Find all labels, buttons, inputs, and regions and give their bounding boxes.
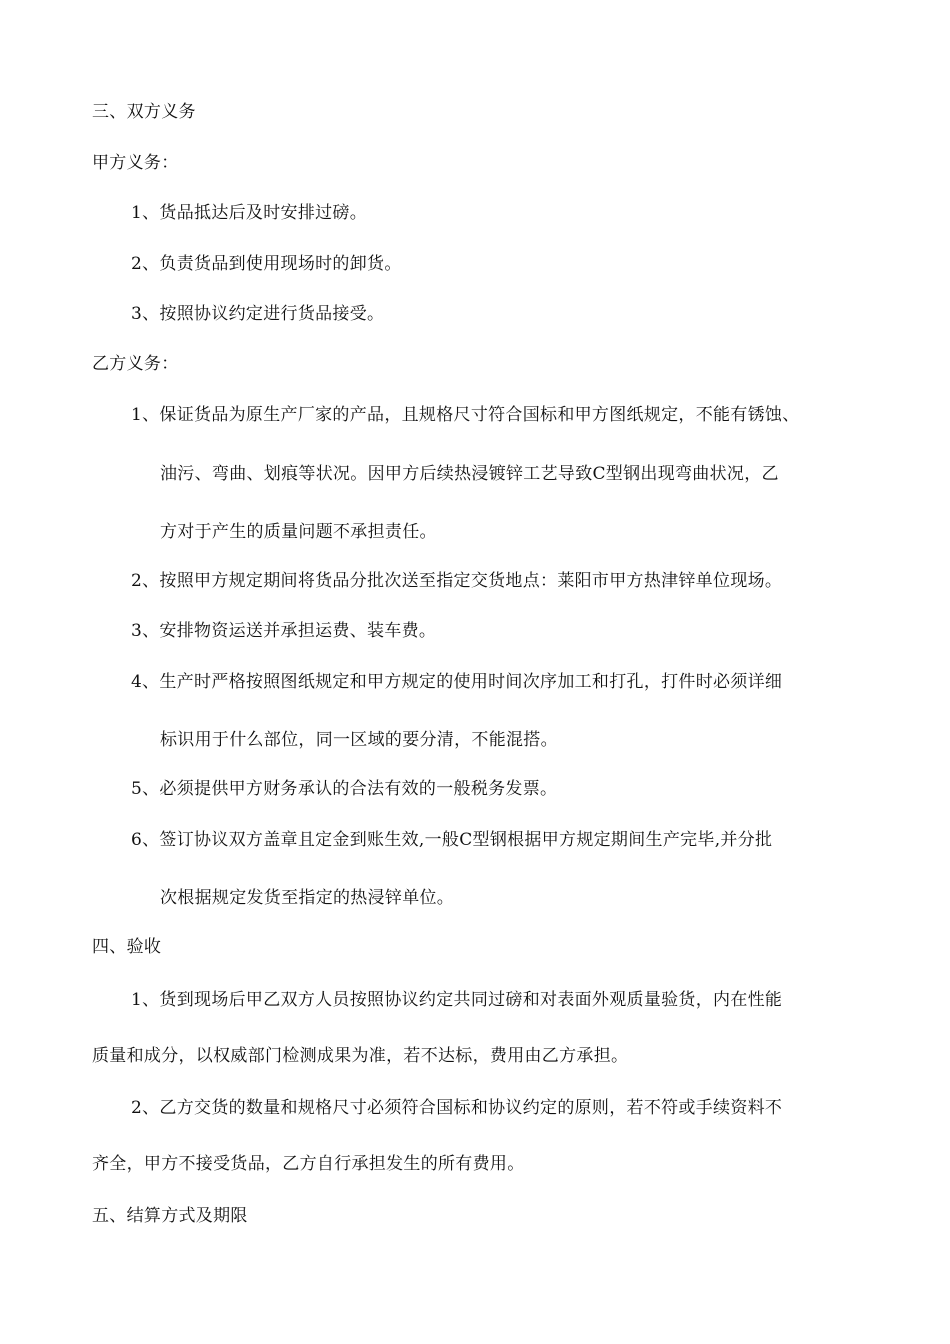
section-heading-settlement: 五、结算方式及期限 bbox=[92, 1206, 248, 1226]
party-b-item-1-line-3: 方对于产生的质量问题不承担责任。 bbox=[160, 522, 437, 542]
party-b-item-5: 5、必须提供甲方财务承认的合法有效的一般税务发票。 bbox=[131, 779, 558, 799]
party-b-item-3: 3、安排物资运送并承担运费、装车费。 bbox=[131, 621, 437, 641]
party-b-item-4-line-1: 4、生产时严格按照图纸规定和甲方规定的使用时间次序加工和打孔，打件时必须详细 bbox=[131, 672, 783, 692]
party-b-item-6-line-2: 次根据规定发货至指定的热浸锌单位。 bbox=[160, 888, 455, 908]
acceptance-item-1-line-2: 质量和成分，以权威部门检测成果为准，若不达标，费用由乙方承担。 bbox=[92, 1046, 629, 1066]
party-a-item-3: 3、按照协议约定进行货品接受。 bbox=[131, 304, 385, 324]
section-heading-acceptance: 四、验收 bbox=[92, 937, 162, 957]
party-b-item-4-line-2: 标识用于什么部位，同一区域的要分清，不能混搭。 bbox=[160, 730, 558, 750]
acceptance-item-2-line-1: 2、乙方交货的数量和规格尺寸必须符合国标和协议约定的原则，若不符或手续资料不 bbox=[131, 1098, 783, 1118]
party-a-item-1: 1、货品抵达后及时安排过磅。 bbox=[131, 203, 368, 223]
acceptance-item-1-line-1: 1、货到现场后甲乙双方人员按照协议约定共同过磅和对表面外观质量验货，内在性能 bbox=[131, 990, 783, 1010]
party-a-item-2: 2、负责货品到使用现场时的卸货。 bbox=[131, 254, 402, 274]
party-b-obligations-heading: 乙方义务： bbox=[92, 354, 179, 374]
party-a-obligations-heading: 甲方义务： bbox=[92, 153, 179, 173]
party-b-item-1-line-1: 1、保证货品为原生产厂家的产品，且规格尺寸符合国标和甲方图纸规定，不能有锈蚀、 bbox=[131, 405, 800, 425]
section-heading-obligations: 三、双方义务 bbox=[92, 102, 196, 122]
acceptance-item-2-line-2: 齐全，甲方不接受货品，乙方自行承担发生的所有费用。 bbox=[92, 1154, 525, 1174]
party-b-item-6-line-1: 6、签订协议双方盖章且定金到账生效,一般C型钢根据甲方规定期间生产完毕,并分批 bbox=[131, 830, 773, 850]
party-b-item-2: 2、按照甲方规定期间将货品分批次送至指定交货地点：莱阳市甲方热津锌单位现场。 bbox=[131, 571, 783, 591]
party-b-item-1-line-2: 油污、弯曲、划痕等状况。因甲方后续热浸镀锌工艺导致C型钢出现弯曲状况，乙 bbox=[160, 464, 779, 484]
